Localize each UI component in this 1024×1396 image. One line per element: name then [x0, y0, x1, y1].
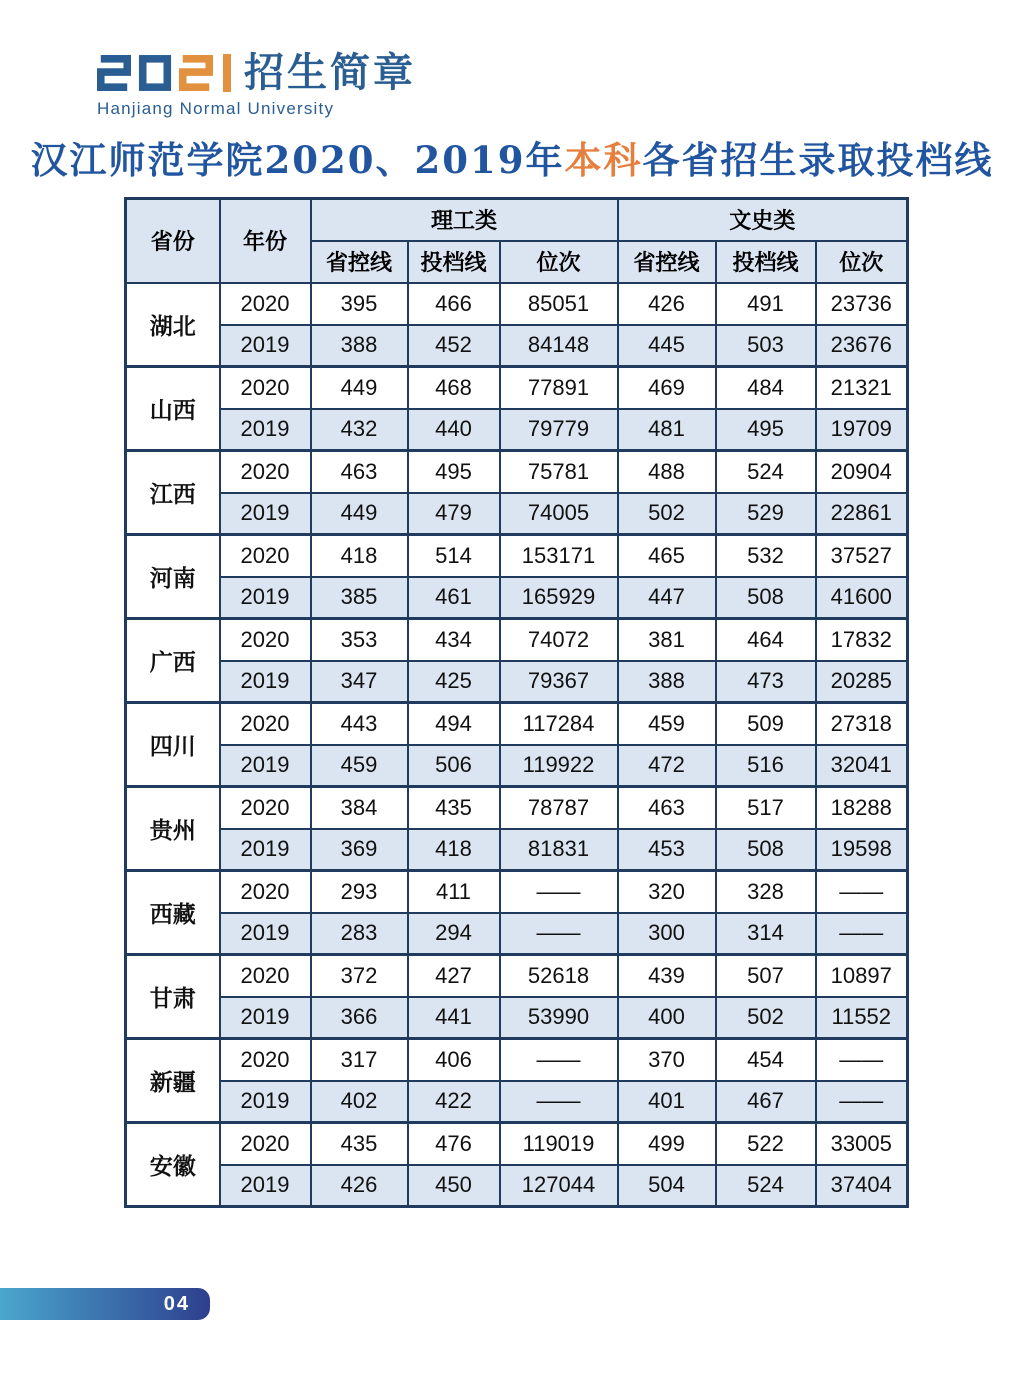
province-cell: 甘肃 [126, 955, 220, 1039]
score-cell: 441 [408, 997, 500, 1039]
table-row-gansu-2019 [126, 997, 908, 1039]
score-cell: 381 [618, 619, 716, 661]
brand-logo [97, 50, 416, 119]
year-cell: 2019 [220, 997, 311, 1039]
score-cell: 400 [618, 997, 716, 1039]
score-cell: —— [816, 871, 908, 913]
province-cell: 贵州 [126, 787, 220, 871]
score-cell: 41600 [816, 577, 908, 619]
score-cell: 472 [618, 745, 716, 787]
province-cell: 新疆 [126, 1039, 220, 1123]
page-number: 04 [163, 1292, 190, 1315]
score-cell: 499 [618, 1123, 716, 1165]
score-cell: 517 [716, 787, 816, 829]
score-cell: 449 [311, 493, 408, 535]
score-cell: 465 [618, 535, 716, 577]
score-cell: —— [500, 871, 618, 913]
score-cell: 353 [311, 619, 408, 661]
score-cell: 402 [311, 1081, 408, 1123]
group-header-liberal-arts: 文史类 [618, 199, 908, 241]
score-cell: 27318 [816, 703, 908, 745]
table-row-hubei-2019 [126, 325, 908, 367]
score-cell: 369 [311, 829, 408, 871]
province-cell: 广西 [126, 619, 220, 703]
year-cell: 2020 [220, 367, 311, 409]
score-cell: 74005 [500, 493, 618, 535]
table-row-xinjiang-2019 [126, 1081, 908, 1123]
score-cell: 522 [716, 1123, 816, 1165]
score-cell: 432 [311, 409, 408, 451]
table-row-xinjiang-2020 [126, 1039, 908, 1081]
score-cell: 452 [408, 325, 500, 367]
score-cell: 468 [408, 367, 500, 409]
score-cell: 74072 [500, 619, 618, 661]
score-cell: 395 [311, 283, 408, 325]
score-cell: 23736 [816, 283, 908, 325]
logo-subtitle: Hanjiang Normal University [97, 99, 335, 118]
province-cell: 河南 [126, 535, 220, 619]
score-cell: —— [816, 1039, 908, 1081]
year-cell: 2019 [220, 1165, 311, 1207]
province-cell: 江西 [126, 451, 220, 535]
col-header-art-control-line: 省控线 [618, 241, 716, 283]
score-cell: 81831 [500, 829, 618, 871]
score-cell: 85051 [500, 283, 618, 325]
score-cell: 464 [716, 619, 816, 661]
table-row-jiangxi-2019 [126, 493, 908, 535]
score-cell: 479 [408, 493, 500, 535]
score-cell: 495 [408, 451, 500, 493]
score-cell: 20285 [816, 661, 908, 703]
year-cell: 2020 [220, 619, 311, 661]
logo-wordmark: 招生简章 [244, 51, 416, 95]
score-cell: 401 [618, 1081, 716, 1123]
col-header-art-admission-line: 投档线 [716, 241, 816, 283]
score-cell: —— [816, 913, 908, 955]
score-cell: 165929 [500, 577, 618, 619]
province-cell: 西藏 [126, 871, 220, 955]
score-cell: 445 [618, 325, 716, 367]
score-cell: 293 [311, 871, 408, 913]
table-row-gansu-2020 [126, 955, 908, 997]
score-cell: 426 [618, 283, 716, 325]
score-cell: 411 [408, 871, 500, 913]
score-cell: 418 [311, 535, 408, 577]
score-cell: 21321 [816, 367, 908, 409]
score-cell: 434 [408, 619, 500, 661]
score-cell: 450 [408, 1165, 500, 1207]
year-cell: 2020 [220, 1039, 311, 1081]
score-cell: 127044 [500, 1165, 618, 1207]
score-cell: 504 [618, 1165, 716, 1207]
score-cell: 78787 [500, 787, 618, 829]
year-cell: 2020 [220, 871, 311, 913]
year-cell: 2019 [220, 577, 311, 619]
group-header-science: 理工类 [311, 199, 618, 241]
score-cell: 119922 [500, 745, 618, 787]
score-cell: 52618 [500, 955, 618, 997]
year-cell: 2020 [220, 787, 311, 829]
score-cell: 366 [311, 997, 408, 1039]
score-cell: 75781 [500, 451, 618, 493]
col-header-art-rank: 位次 [816, 241, 908, 283]
score-cell: 22861 [816, 493, 908, 535]
score-cell: 508 [716, 577, 816, 619]
logo-digit-0-icon [138, 51, 172, 95]
score-cell: 153171 [500, 535, 618, 577]
score-cell: —— [500, 1039, 618, 1081]
score-cell: 19598 [816, 829, 908, 871]
col-header-province: 省份 [126, 199, 220, 283]
score-cell: 37527 [816, 535, 908, 577]
score-cell: 427 [408, 955, 500, 997]
score-cell: 77891 [500, 367, 618, 409]
score-cell: —— [816, 1081, 908, 1123]
score-cell: 524 [716, 451, 816, 493]
table-row-guizhou-2020 [126, 787, 908, 829]
score-cell: —— [500, 913, 618, 955]
title-prefix: 汉江师范学院2020、2019年 [30, 138, 565, 182]
score-cell: 294 [408, 913, 500, 955]
year-cell: 2019 [220, 493, 311, 535]
score-cell: 502 [618, 493, 716, 535]
year-cell: 2019 [220, 661, 311, 703]
score-cell: 447 [618, 577, 716, 619]
score-cell: 79367 [500, 661, 618, 703]
score-cell: 10897 [816, 955, 908, 997]
logo-digit-2-icon [97, 51, 131, 95]
score-cell: 507 [716, 955, 816, 997]
score-cell: 347 [311, 661, 408, 703]
col-header-sci-admission-line: 投档线 [408, 241, 500, 283]
score-cell: 491 [716, 283, 816, 325]
year-cell: 2020 [220, 703, 311, 745]
title-highlight: 本科 [564, 138, 643, 182]
score-cell: 529 [716, 493, 816, 535]
province-cell: 山西 [126, 367, 220, 451]
score-cell: 20904 [816, 451, 908, 493]
table-row-jiangxi-2020 [126, 451, 908, 493]
score-cell: 484 [716, 367, 816, 409]
score-cell: 524 [716, 1165, 816, 1207]
score-cell: 19709 [816, 409, 908, 451]
score-cell: 459 [311, 745, 408, 787]
score-cell: 461 [408, 577, 500, 619]
score-cell: 449 [311, 367, 408, 409]
score-cell: 514 [408, 535, 500, 577]
table-row-xizang-2020 [126, 871, 908, 913]
score-cell: 32041 [816, 745, 908, 787]
year-cell: 2019 [220, 913, 311, 955]
table-row-anhui-2019 [126, 1165, 908, 1207]
table-row-henan-2020 [126, 535, 908, 577]
province-cell: 安徽 [126, 1123, 220, 1207]
col-header-sci-rank: 位次 [500, 241, 618, 283]
table-row-hubei-2020 [126, 283, 908, 325]
title-suffix: 各省招生录取投档线 [642, 138, 994, 182]
score-cell: 84148 [500, 325, 618, 367]
score-cell: 443 [311, 703, 408, 745]
admissions-table [124, 197, 909, 1208]
score-cell: 119019 [500, 1123, 618, 1165]
year-cell: 2019 [220, 325, 311, 367]
table-row-anhui-2020 [126, 1123, 908, 1165]
page-title [0, 130, 1024, 184]
score-cell: 418 [408, 829, 500, 871]
score-cell: 469 [618, 367, 716, 409]
score-cell: 370 [618, 1039, 716, 1081]
logo-digit-2b-icon [179, 51, 213, 95]
page-footer-bar [0, 1288, 210, 1320]
score-cell: 459 [618, 703, 716, 745]
score-cell: 532 [716, 535, 816, 577]
table-row-xizang-2019 [126, 913, 908, 955]
score-cell: 502 [716, 997, 816, 1039]
score-cell: 388 [311, 325, 408, 367]
table-row-henan-2019 [126, 577, 908, 619]
year-cell: 2020 [220, 283, 311, 325]
score-cell: 463 [311, 451, 408, 493]
score-cell: 422 [408, 1081, 500, 1123]
score-cell: 516 [716, 745, 816, 787]
col-header-year: 年份 [220, 199, 311, 283]
score-cell: 328 [716, 871, 816, 913]
score-cell: 372 [311, 955, 408, 997]
year-cell: 2019 [220, 745, 311, 787]
score-cell: 388 [618, 661, 716, 703]
score-cell: 439 [618, 955, 716, 997]
logo-year-2021 [97, 51, 234, 95]
score-cell: 406 [408, 1039, 500, 1081]
score-cell: 440 [408, 409, 500, 451]
year-cell: 2020 [220, 955, 311, 997]
score-cell: 467 [716, 1081, 816, 1123]
score-cell: 384 [311, 787, 408, 829]
score-cell: 17832 [816, 619, 908, 661]
score-cell: 300 [618, 913, 716, 955]
score-cell: 435 [311, 1123, 408, 1165]
score-cell: 463 [618, 787, 716, 829]
year-cell: 2020 [220, 451, 311, 493]
score-cell: 481 [618, 409, 716, 451]
score-cell: 476 [408, 1123, 500, 1165]
score-cell: 453 [618, 829, 716, 871]
table-row-shanxi-2020 [126, 367, 908, 409]
year-cell: 2019 [220, 409, 311, 451]
year-cell: 2020 [220, 535, 311, 577]
table-row-sichuan-2019 [126, 745, 908, 787]
score-cell: 426 [311, 1165, 408, 1207]
province-cell: 湖北 [126, 283, 220, 367]
score-cell: 11552 [816, 997, 908, 1039]
score-cell: 435 [408, 787, 500, 829]
score-cell: 509 [716, 703, 816, 745]
score-cell: 473 [716, 661, 816, 703]
score-cell: 466 [408, 283, 500, 325]
score-cell: 18288 [816, 787, 908, 829]
score-cell: —— [500, 1081, 618, 1123]
score-cell: 314 [716, 913, 816, 955]
score-cell: 506 [408, 745, 500, 787]
table-row-guangxi-2019 [126, 661, 908, 703]
score-cell: 317 [311, 1039, 408, 1081]
score-cell: 385 [311, 577, 408, 619]
year-cell: 2019 [220, 829, 311, 871]
table-row-sichuan-2020 [126, 703, 908, 745]
score-cell: 494 [408, 703, 500, 745]
score-cell: 495 [716, 409, 816, 451]
logo-digit-1-icon [220, 51, 234, 95]
table-row-shanxi-2019 [126, 409, 908, 451]
score-cell: 117284 [500, 703, 618, 745]
score-cell: 37404 [816, 1165, 908, 1207]
score-cell: 33005 [816, 1123, 908, 1165]
score-cell: 508 [716, 829, 816, 871]
province-cell: 四川 [126, 703, 220, 787]
score-cell: 23676 [816, 325, 908, 367]
score-cell: 454 [716, 1039, 816, 1081]
score-cell: 488 [618, 451, 716, 493]
year-cell: 2020 [220, 1123, 311, 1165]
score-cell: 320 [618, 871, 716, 913]
score-cell: 53990 [500, 997, 618, 1039]
score-cell: 425 [408, 661, 500, 703]
year-cell: 2019 [220, 1081, 311, 1123]
table-row-guangxi-2020 [126, 619, 908, 661]
table-row-guizhou-2019 [126, 829, 908, 871]
score-cell: 79779 [500, 409, 618, 451]
header-row-groups [126, 199, 908, 241]
col-header-sci-control-line: 省控线 [311, 241, 408, 283]
score-cell: 503 [716, 325, 816, 367]
score-cell: 283 [311, 913, 408, 955]
